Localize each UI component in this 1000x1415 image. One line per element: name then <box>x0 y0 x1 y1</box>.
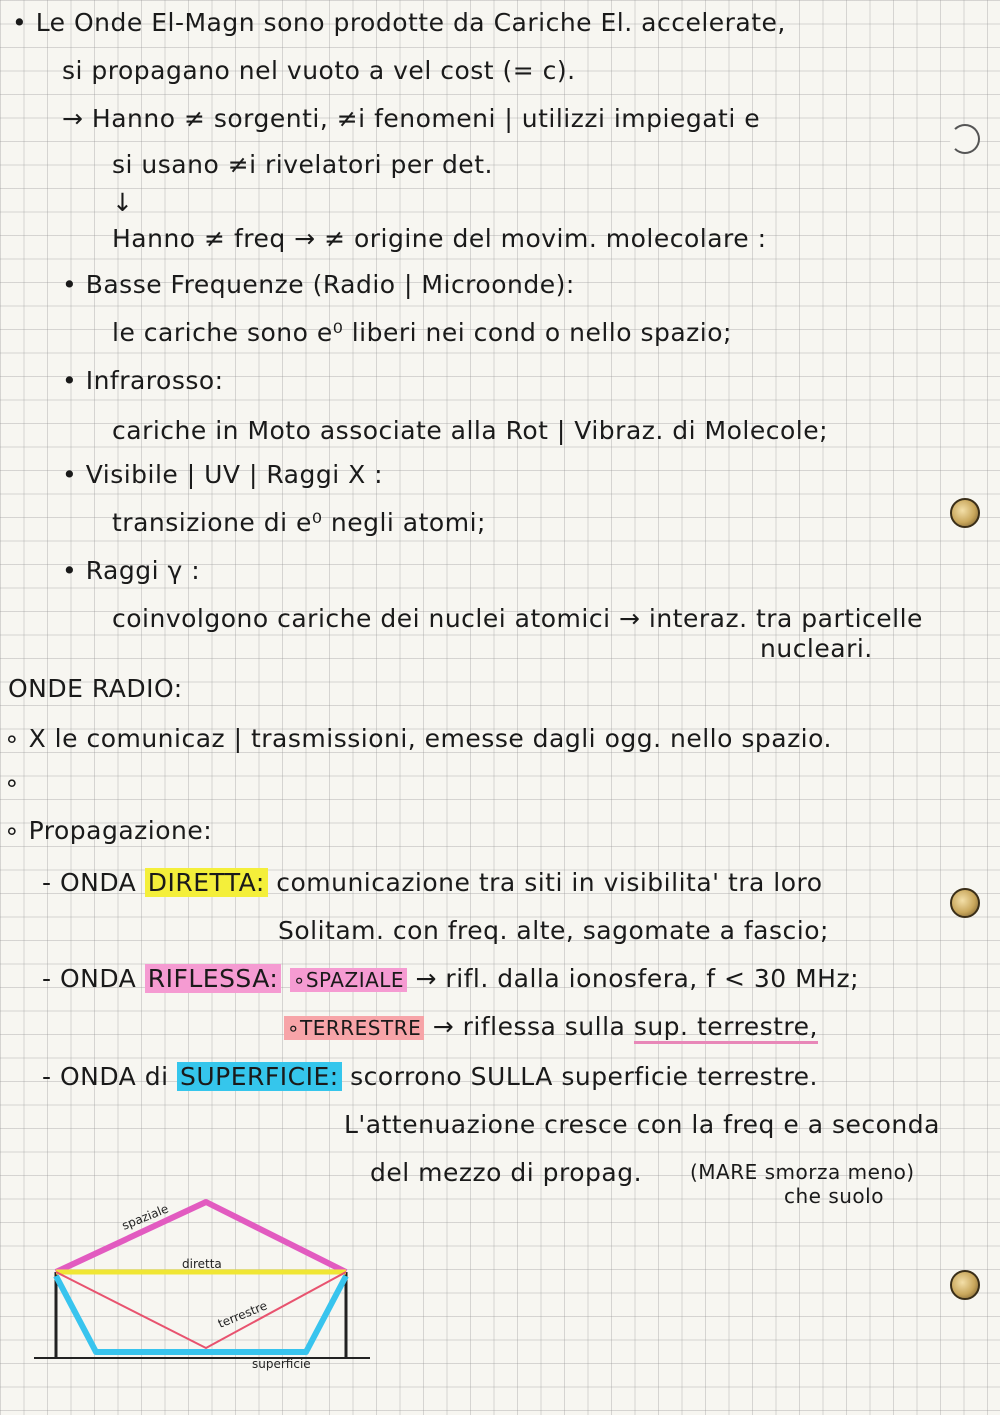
radio-bullet: ∘ Propagazione: <box>4 816 213 845</box>
wave-prefix: - ONDA <box>42 868 137 897</box>
wave-prefix: - ONDA <box>42 964 137 993</box>
band-desc: cariche in Moto associate alla Rot | Vibraz. di Molecole; <box>112 416 829 445</box>
wave-reflected-terrestrial <box>284 1014 818 1039</box>
binder-hole <box>950 888 980 918</box>
wave-note: (MARE smorza meno) <box>690 1160 915 1184</box>
intro-line: • Le Onde El-Magn sono prodotte da Cariche El. accelerate, <box>12 8 786 37</box>
intro-line: si propagano nel vuoto a vel cost (= c). <box>62 56 576 85</box>
band-desc: le cariche sono e⁰ liberi nei cond o nello spazio; <box>112 318 732 347</box>
band-title: • Infrarosso: <box>62 366 224 395</box>
binder-hole <box>950 124 980 154</box>
wave-note: che suolo <box>784 1184 884 1208</box>
wave-tag-surface: SUPERFICIE: <box>177 1062 342 1091</box>
intro-line: si usano ≠i rivelatori per det. <box>112 150 493 179</box>
label-spaziale: spaziale <box>119 1201 171 1233</box>
wave-tag-reflected: RIFLESSA: <box>145 964 282 993</box>
wave-text: L'attenuazione cresce con la freq e a seconda <box>344 1110 940 1139</box>
wave-text: scorrono SULLA superficie terrestre. <box>350 1062 818 1091</box>
intro-line: → Hanno ≠ sorgenti, ≠i fenomeni | utilizzi impiegati e <box>62 104 761 133</box>
band-title: • Visibile | UV | Raggi X : <box>62 460 384 489</box>
intro-line: Hanno ≠ freq → ≠ origine del movim. molecolare : <box>112 224 767 253</box>
band-desc: nucleari. <box>760 634 873 663</box>
label-diretta: diretta <box>182 1257 222 1271</box>
band-desc: transizione di e⁰ negli atomi; <box>112 508 486 537</box>
wave-text: → rifl. dalla ionosfera, f < 30 MHz; <box>415 964 860 993</box>
band-title: • Raggi γ : <box>62 556 201 585</box>
band-title: • Basse Frequenze (Radio | Microonde): <box>62 270 575 299</box>
wave-text: del mezzo di propag. <box>370 1158 643 1187</box>
propagation-diagram <box>20 1190 400 1380</box>
terrestrial-wave <box>56 1272 346 1348</box>
radio-bullet: ∘ X le comunicaz | trasmissioni, emesse dagli ogg. nello spazio. <box>4 724 832 753</box>
wave-text: Solitam. con freq. alte, sagomate a fascio; <box>278 916 829 945</box>
wave-tag-direct: DIRETTA: <box>145 868 268 897</box>
band-desc: coinvolgono cariche dei nuclei atomici → interaz. tra particelle <box>112 604 923 633</box>
binder-hole <box>950 498 980 528</box>
radio-bullet: ∘ <box>4 768 21 797</box>
wave-prefix: - ONDA di <box>42 1062 169 1091</box>
wave-text: → riflessa sulla <box>432 1012 626 1041</box>
wave-reflected <box>42 966 859 991</box>
wave-sub-tag-spatial: ∘SPAZIALE <box>290 968 407 992</box>
wave-surface <box>42 1064 818 1089</box>
down-arrow: ↓ <box>112 188 134 217</box>
surface-wave <box>56 1276 346 1352</box>
label-terrestre: terrestre <box>215 1298 270 1331</box>
wave-sub-tag-terrestrial: ∘TERRESTRE <box>284 1016 424 1040</box>
wave-direct <box>42 870 823 895</box>
section-heading: ONDE RADIO: <box>8 674 183 703</box>
wave-text: comunicazione tra siti in visibilita' tra loro <box>276 868 823 897</box>
binder-hole <box>950 1270 980 1300</box>
wave-text: sup. terrestre, <box>634 1012 818 1044</box>
label-superficie: superficie <box>252 1357 311 1371</box>
